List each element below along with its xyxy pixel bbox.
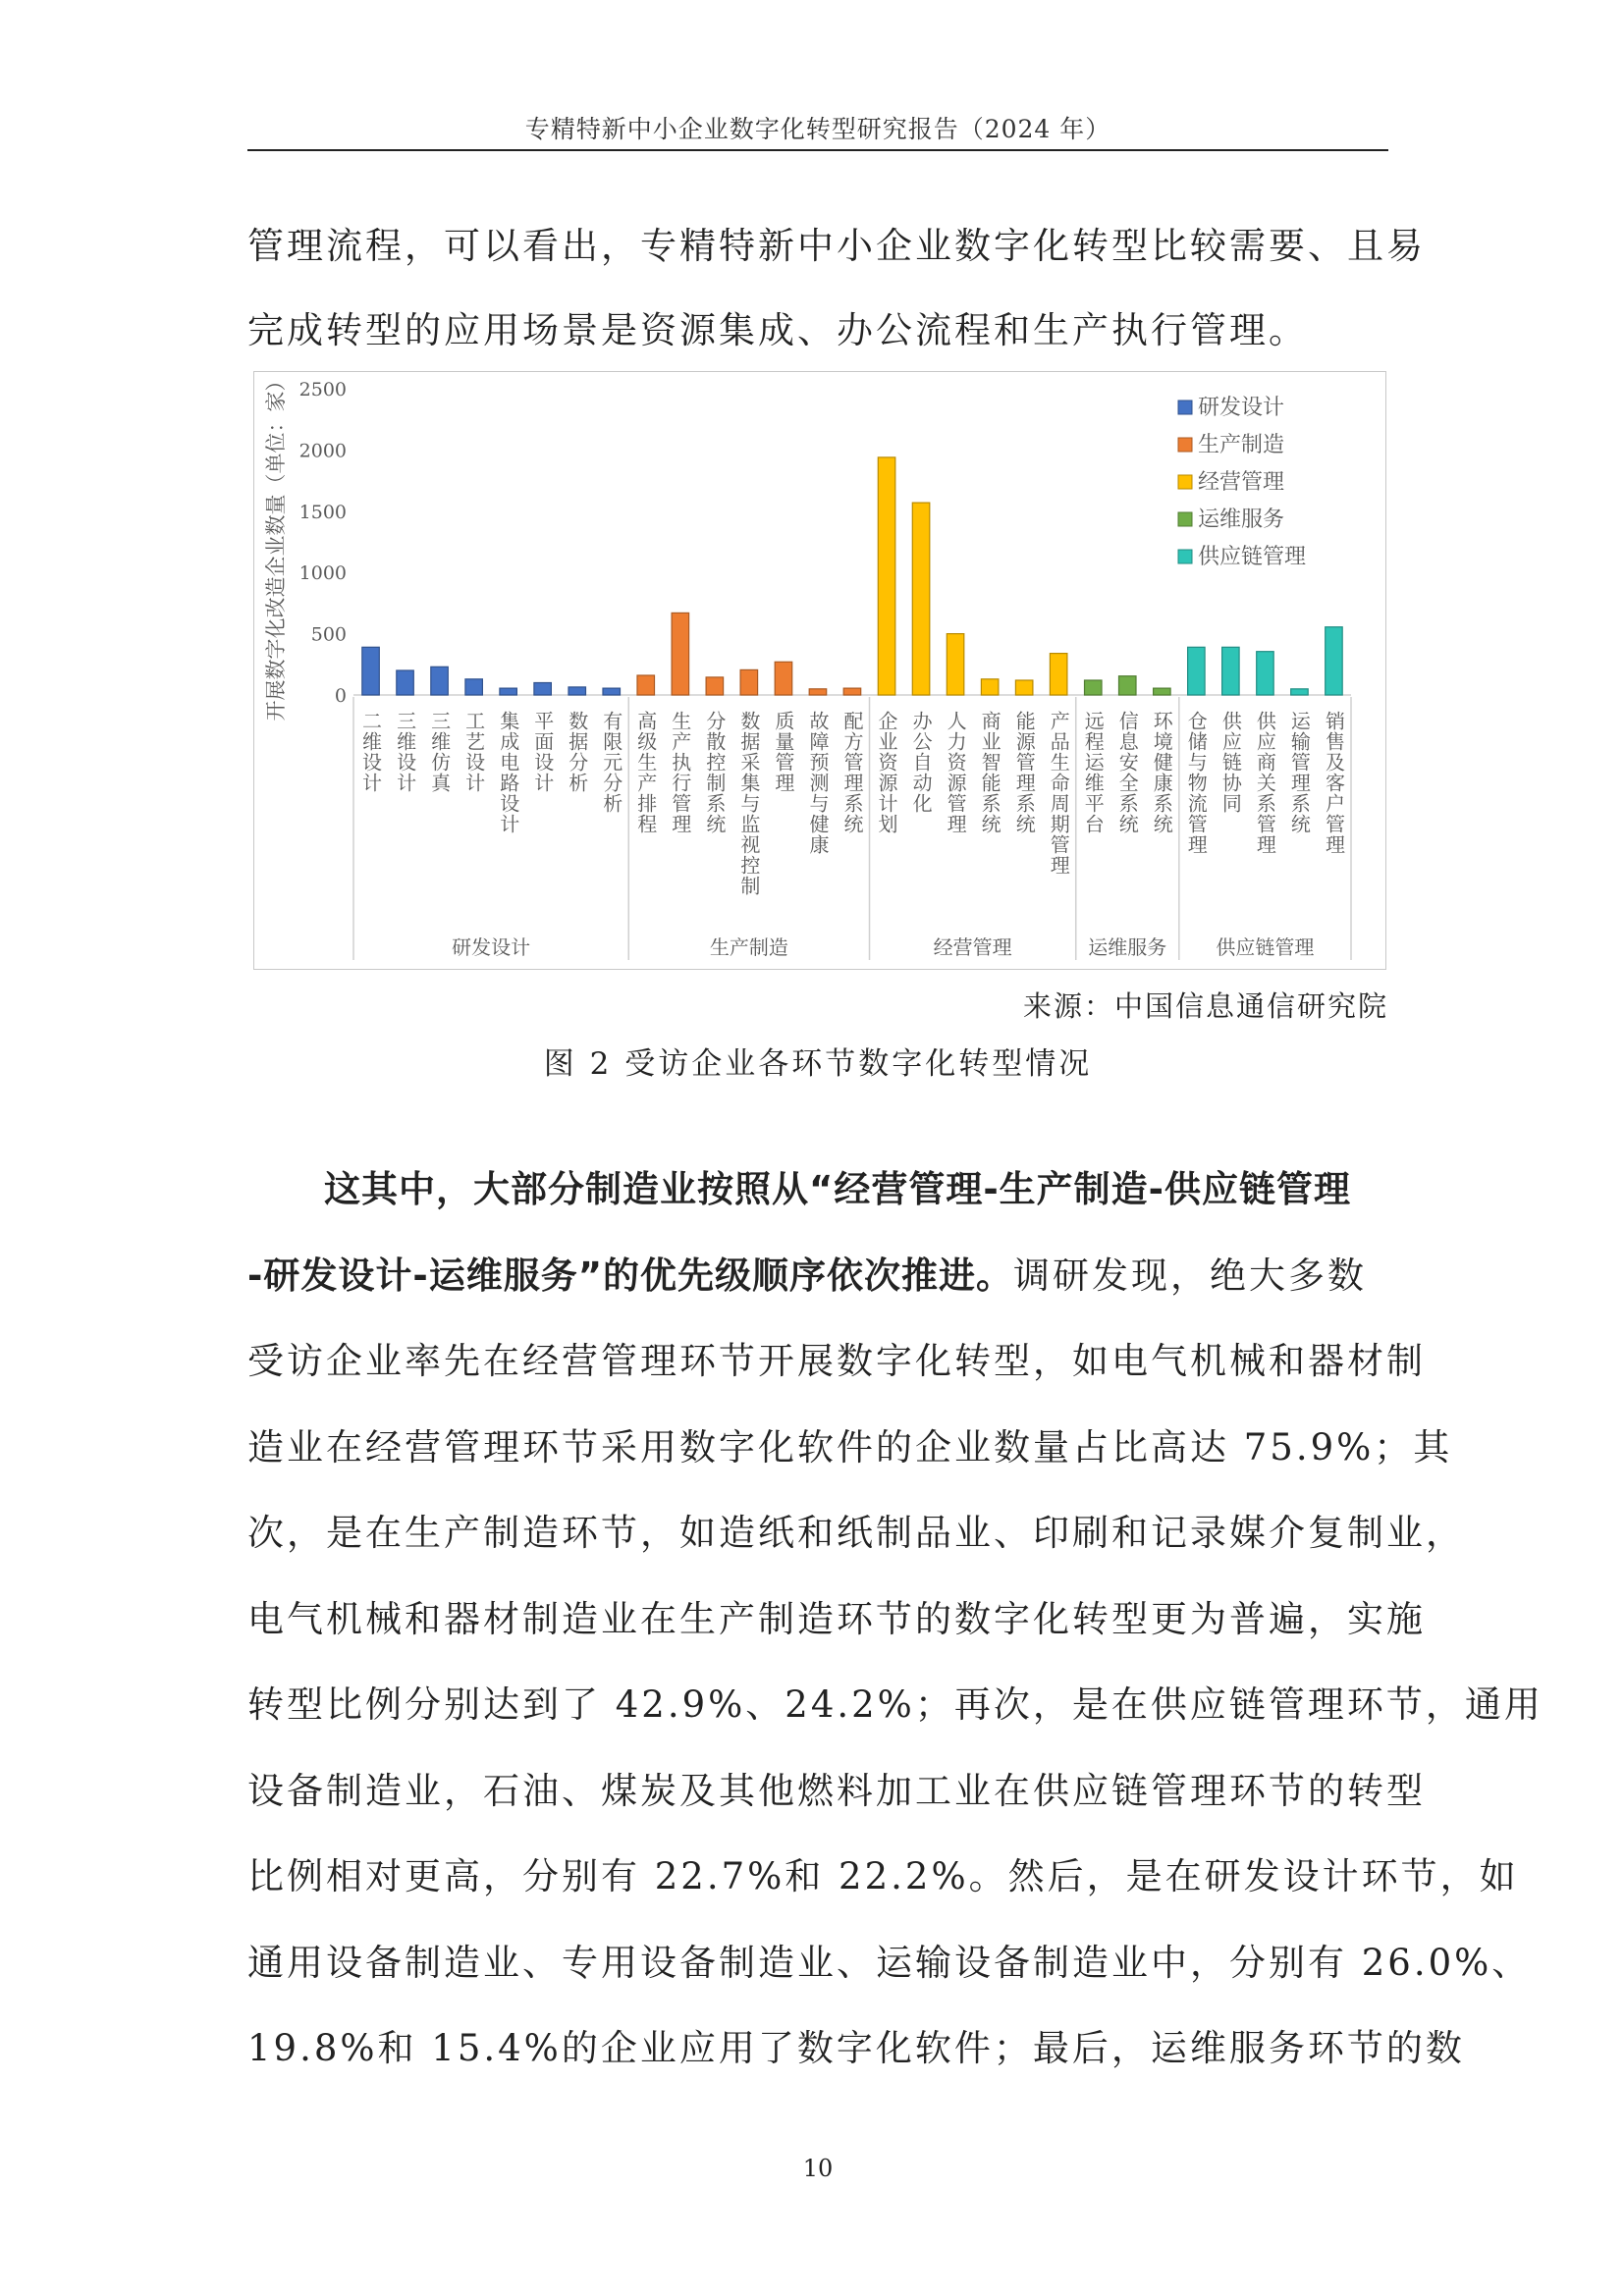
bar-5-1 (1188, 647, 1206, 695)
bar-1-3 (431, 667, 449, 695)
legend-item: 供应链管理 (1198, 545, 1307, 569)
category-label: 运输管理系统 (1287, 711, 1312, 834)
figure-source: 来源：中国信息通信研究院 (1022, 989, 1388, 1023)
y-tick-label: 1500 (298, 501, 347, 523)
category-label: 产品生命周期管理 (1047, 711, 1071, 876)
category-label: 办公自动化 (909, 711, 934, 814)
category-label: 生产执行管理 (668, 711, 692, 834)
figure-caption: 图 2 受访企业各环节数字化转型情况 (543, 1046, 1093, 1082)
category-label: 数据采集与监视控制 (736, 711, 761, 896)
y-tick-label: 2500 (298, 379, 347, 400)
category-label: 企业资源计划 (875, 711, 898, 834)
intro-line-2: 完成转型的应用场景是资源集成、办公流程和生产执行管理。 (247, 309, 1308, 351)
body-line-4 (247, 1417, 1453, 1470)
bar-1-4 (465, 679, 483, 695)
body-line-text: 通用设备制造业、专用设备制造业、运输设备制造业中，分别有 26.0%、 (247, 1941, 1532, 1984)
bar-5-3 (1257, 652, 1274, 695)
body-line-11 (247, 2018, 1465, 2071)
category-label: 商业智能系统 (978, 711, 1002, 834)
legend-swatch (1178, 400, 1192, 414)
bar-2-6 (809, 689, 827, 695)
bar-2-7 (843, 688, 861, 695)
body-line-text: 电气机械和器材制造业在生产制造环节的数字化转型更为普遍，实施 (247, 1597, 1426, 1640)
category-label: 三维设计 (393, 711, 417, 793)
body-line-text: 造业在经营管理环节采用数字化软件的企业数量占比高达 75.9%；其 (247, 1425, 1453, 1468)
bar-4-2 (1119, 676, 1137, 695)
body-line-text: 19.8%和 15.4%的企业应用了数字化软件；最后，运维服务环节的数 (247, 2027, 1465, 2069)
legend-swatch (1178, 512, 1192, 526)
category-label: 配方管理系统 (840, 711, 864, 834)
legend-item: 运维服务 (1198, 507, 1285, 532)
bar-5-2 (1222, 647, 1240, 695)
category-label: 信息安全系统 (1115, 711, 1140, 834)
intro-line-1: 管理流程，可以看出，专精特新中小企业数字化转型比较需要、且易 (247, 225, 1426, 267)
bar-3-4 (981, 679, 999, 695)
group-label: 研发设计 (452, 935, 531, 959)
bar-1-8 (603, 688, 621, 695)
category-label: 二维设计 (358, 711, 383, 793)
category-label: 销售及客户管理 (1322, 711, 1346, 855)
bar-1-2 (397, 670, 414, 695)
bar-3-2 (912, 503, 930, 695)
body-line-2 (247, 1246, 1388, 1299)
page-number: 10 (802, 2155, 834, 2182)
body-line-6 (247, 1589, 1426, 1642)
legend-swatch (1178, 475, 1192, 489)
y-tick-label: 2000 (298, 440, 347, 462)
category-label: 供应商关系管理 (1253, 711, 1277, 855)
bar-3-3 (947, 634, 964, 695)
digital-transformation-bar-chart (253, 371, 1386, 970)
y-tick-label: 500 (310, 623, 347, 646)
body-line-5 (247, 1503, 1465, 1556)
bar-4-3 (1154, 688, 1171, 695)
body-line-text: 调研发现，绝大多数 (1013, 1254, 1368, 1297)
body-line-text: 受访企业率先在经营管理环节开展数字化转型，如电气机械和器材制 (247, 1340, 1426, 1382)
bar-1-5 (500, 688, 517, 695)
bar-2-1 (637, 675, 655, 695)
group-label: 经营管理 (933, 935, 1012, 959)
bar-2-4 (740, 669, 758, 695)
bar-2-5 (775, 662, 792, 695)
bar-1-1 (362, 647, 380, 695)
group-label: 运维服务 (1088, 935, 1167, 959)
bar-2-2 (672, 613, 689, 695)
legend-item: 生产制造 (1198, 433, 1285, 457)
category-label: 工艺设计 (461, 711, 486, 793)
body-line-1 (247, 1159, 1388, 1212)
bar-3-1 (878, 457, 895, 695)
bar-2-3 (706, 677, 724, 695)
y-tick-label: 0 (334, 685, 347, 707)
category-label: 人力资源管理 (944, 711, 968, 834)
category-label: 质量管理 (771, 711, 795, 793)
category-label: 数据分析 (565, 711, 589, 793)
body-line-8 (247, 1761, 1426, 1814)
category-label: 集成电路设计 (496, 711, 520, 834)
bar-5-5 (1326, 627, 1343, 695)
body-line-7 (247, 1675, 1543, 1728)
header-rule (247, 149, 1388, 151)
body-line-bold-text: 这其中，大部分制造业按照从“经营管理-生产制造-供应链管理 (324, 1168, 1352, 1210)
bar-4-1 (1085, 680, 1103, 695)
category-label: 平面设计 (530, 711, 555, 793)
category-label: 环境健康系统 (1150, 711, 1174, 834)
category-label: 远程运维平台 (1081, 711, 1106, 834)
y-axis-label: 开展数字化改造企业数量（单位：家） (264, 371, 288, 721)
body-line-text: 设备制造业，石油、煤炭及其他燃料加工业在供应链管理环节的转型 (247, 1769, 1426, 1812)
legend-item: 研发设计 (1198, 396, 1285, 420)
body-line-9 (247, 1846, 1519, 1899)
category-label: 能源管理系统 (1012, 711, 1037, 834)
category-label: 故障预测与健康 (806, 711, 830, 855)
y-tick-label: 1000 (298, 562, 347, 585)
body-line-text: 比例相对更高，分别有 22.7%和 22.2%。然后，是在研发设计环节，如 (247, 1855, 1519, 1897)
group-label: 生产制造 (709, 935, 788, 959)
category-label: 三维仿真 (427, 711, 452, 793)
bar-1-7 (568, 687, 586, 695)
bar-3-5 (1015, 680, 1033, 695)
bar-1-6 (534, 683, 552, 696)
category-label: 仓储与物流管理 (1184, 711, 1209, 855)
category-label: 供应链协同 (1218, 711, 1243, 814)
page-header-title: 专精特新中小企业数字化转型研究报告（2024 年） (524, 115, 1111, 143)
category-label: 有限元分析 (599, 711, 623, 814)
legend-swatch (1178, 550, 1192, 563)
body-line-text: 次，是在生产制造环节，如造纸和纸制品业、印刷和记录媒介复制业， (247, 1512, 1465, 1554)
category-label: 分散控制系统 (702, 711, 727, 834)
bar-5-4 (1291, 689, 1309, 695)
legend-swatch (1178, 438, 1192, 452)
body-line-text: 转型比例分别达到了 42.9%、24.2%；再次，是在供应链管理环节，通用 (247, 1683, 1543, 1726)
bar-3-6 (1050, 654, 1067, 695)
body-line-3 (247, 1331, 1426, 1384)
body-line-bold-text: -研发设计-运维服务”的优先级顺序依次推进。 (247, 1254, 1014, 1297)
category-label: 高级生产排程 (633, 711, 658, 834)
group-label: 供应链管理 (1216, 935, 1315, 959)
body-line-10 (247, 1933, 1532, 1986)
legend-item: 经营管理 (1198, 470, 1285, 495)
